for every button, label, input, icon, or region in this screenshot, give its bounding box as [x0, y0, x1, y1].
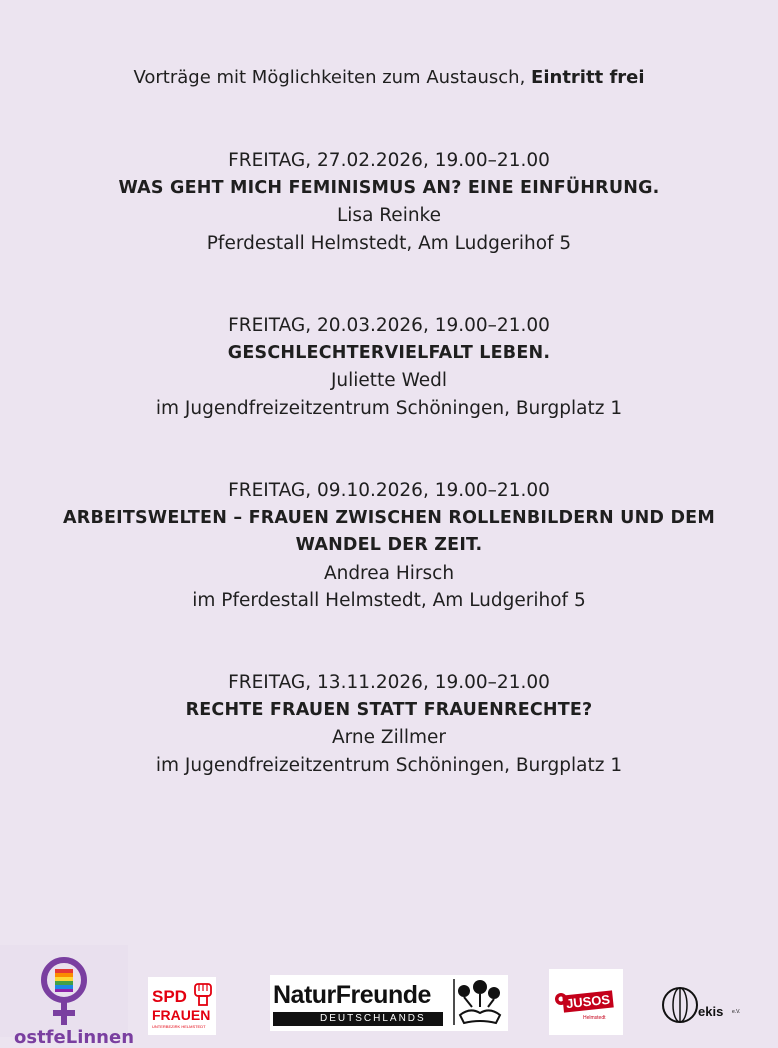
- ekis-logo: [660, 983, 750, 1029]
- event-speaker: Lisa Reinke: [336, 205, 441, 226]
- event-title: RECHTE FRAUEN STATT FRAUENRECHTE?: [185, 699, 593, 720]
- event-location: Pferdestall Helmstedt, Am Ludgerihof 5: [206, 232, 572, 254]
- globe-icon: [660, 983, 700, 1027]
- jusos-text: JUSOS: [562, 990, 614, 1012]
- event-date: FREITAG, 27.02.2026, 19.00–21.00: [228, 150, 550, 171]
- event-date: FREITAG, 09.10.2026, 19.00–21.00: [228, 480, 550, 501]
- event-location: im Jugendfreizeitzentrum Schöningen, Burgplatz 1: [155, 754, 623, 776]
- event-speaker: Arne Zillmer: [331, 727, 447, 748]
- event-3: [0, 477, 778, 615]
- event-2: [0, 312, 778, 422]
- intro-text: [0, 66, 778, 90]
- spd-text: SPD: [152, 987, 187, 1006]
- jusos-sub: Helmstedt: [583, 1015, 606, 1021]
- intro-main: Vorträge mit Möglichkeiten zum Austausch,: [133, 67, 532, 88]
- jusos-logo: [549, 969, 623, 1035]
- intro-bold: Eintritt frei: [531, 67, 645, 88]
- ekis-sup: e.V.: [732, 1009, 741, 1015]
- event-location: im Pferdestall Helmstedt, Am Ludgerihof 5: [192, 590, 586, 611]
- spd-sub-text: UNTERBEZIRK HELMSTEDT: [152, 1024, 206, 1029]
- event-speaker: Andrea Hirsch: [323, 562, 455, 584]
- ekis-text: ekis: [698, 1004, 724, 1019]
- event-title: WAS GEHT MICH FEMINISMUS AN? EINE EINFÜHRUNG.: [118, 177, 660, 198]
- naturfreunde-name: NaturFreunde: [273, 981, 431, 1009]
- event-date: FREITAG, 13.11.2026, 19.00–21.00: [228, 672, 550, 693]
- naturfreunde-logo: [270, 975, 508, 1031]
- raised-fist-icon: [192, 981, 214, 1007]
- event-speaker: Juliette Wedl: [330, 370, 448, 391]
- handshake-flowers-icon: [450, 977, 506, 1029]
- event-title: ARBEITSWELTEN – FRAUEN ZWISCHEN ROLLENBILDERN UND DEM WANDEL DER ZEIT.: [63, 507, 715, 555]
- ostfel-text: ostfeLinnen: [14, 1027, 135, 1048]
- event-1: [0, 147, 778, 257]
- sponsor-logos: [0, 945, 778, 1048]
- event-location: im Jugendfreizeitzentrum Schöningen, Burgplatz 1: [155, 397, 623, 419]
- event-title: GESCHLECHTERVIELFALT LEBEN.: [227, 342, 551, 363]
- ostfel-logo: [0, 945, 135, 1048]
- spd-frauen-text: FRAUEN: [152, 1007, 211, 1023]
- event-date: FREITAG, 20.03.2026, 19.00–21.00: [228, 315, 550, 336]
- venus-fist-icon: [0, 945, 128, 1037]
- naturfreunde-sub: DEUTSCHLANDS: [320, 1013, 426, 1024]
- spd-frauen-logo: [148, 977, 216, 1035]
- event-4: [0, 669, 778, 779]
